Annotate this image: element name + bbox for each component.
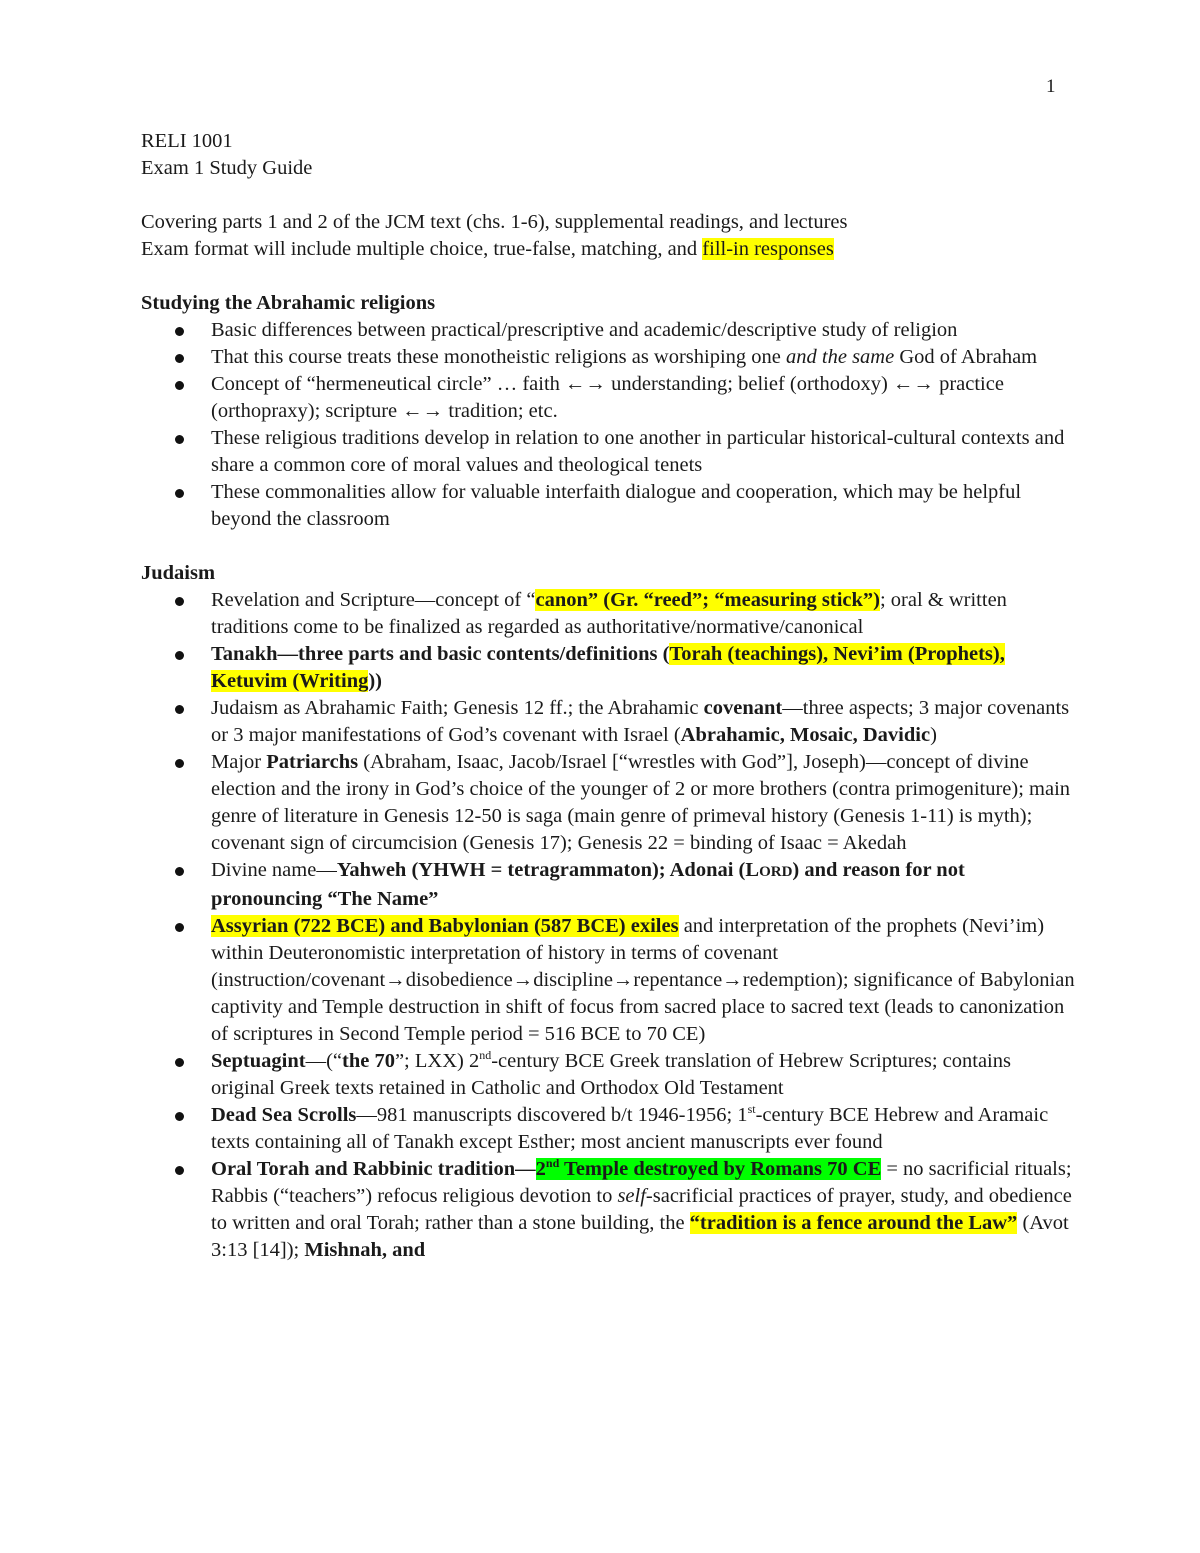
highlight-fill-in: fill-in responses (702, 238, 834, 260)
bold-text: Tanakh—three parts and basic contents/definitions ( (211, 643, 670, 665)
list-item (211, 695, 1076, 749)
highlight-tradition-fence: “tradition is a fence around the Law” (689, 1212, 1018, 1234)
bold-text: Mishnah, and (304, 1239, 426, 1261)
bold-text: Patriarchs (266, 751, 359, 773)
list-item (211, 1102, 1076, 1156)
text-run: = no sacrificial rituals; Rabbis (“teachers”) refocus religious devotion to (211, 1158, 1072, 1207)
list-item (211, 749, 1076, 857)
intro-coverage: Covering parts 1 and 2 of the JCM text (chs. 1-6), supplemental readings, and lectures (141, 211, 848, 233)
list-item (211, 857, 1076, 913)
text-run: ; oral & written traditions come to be finalized as regarded as authoritative/normative/canonical (211, 589, 1007, 638)
bullet-list-abrahamic (141, 317, 1076, 533)
document-body (141, 128, 1076, 1264)
list-item (211, 913, 1076, 1048)
bold-text: Oral Torah and Rabbinic tradition— (211, 1158, 536, 1180)
list-item: These commonalities allow for valuable interfaith dialogue and cooperation, which may be helpful beyond the classroom (211, 479, 1076, 533)
italic-text: self (617, 1185, 646, 1207)
bold-text: )) (368, 670, 382, 692)
bold-text: Septuagint (211, 1050, 306, 1072)
bold-text: ) and reason for not pronouncing “The Name” (211, 859, 965, 910)
italic-text: and the same (786, 346, 895, 368)
text-run: —981 manuscripts discovered b/t 1946-1956; 1 (356, 1104, 748, 1126)
section-heading-abrahamic: Studying the Abrahamic religions (141, 292, 436, 314)
document-title: Exam 1 Study Guide (141, 157, 313, 179)
list-item: These religious traditions develop in relation to one another in particular historical-cultural contexts and share a common core of moral values and theological tenets (211, 425, 1076, 479)
list-item: Basic differences between practical/prescriptive and academic/descriptive study of religion (211, 317, 1076, 344)
section-heading-judaism: Judaism (141, 562, 216, 584)
highlight-temple-destroyed (536, 1158, 882, 1180)
list-item (211, 1048, 1076, 1102)
superscript: st (747, 1102, 756, 1117)
superscript: nd (479, 1048, 492, 1063)
text-run: ”; LXX) 2 (394, 1050, 480, 1072)
list-item (211, 641, 1076, 695)
small-caps-text: ORD (759, 864, 793, 880)
text-run: -sacrificial practices of prayer, study, and obedience to written and oral Torah; rather than a stone building, the (211, 1185, 1072, 1234)
bold-text: Abrahamic, Mosaic, Davidic (680, 724, 931, 746)
highlight-canon: canon” (Gr. “reed”; “measuring stick”) (535, 589, 880, 611)
text-run: God of Abraham (894, 346, 1038, 368)
bold-text: the 70 (342, 1050, 395, 1072)
page-number: 1 (1046, 76, 1056, 97)
highlight-tanakh: Torah (teachings), Nevi’im (Prophets), Ketuvim (Writing (211, 643, 1005, 692)
intro-format-text: Exam format will include multiple choice, true-false, matching, and (141, 238, 703, 260)
list-item (211, 587, 1076, 641)
bullet-list-judaism (141, 587, 1076, 1264)
spacer (141, 182, 1076, 209)
list-item: Concept of “hermeneutical circle” … faith ←→ understanding; belief (orthodoxy) ←→ practice (orthopraxy); scripture ←→ tradition; etc. (211, 371, 1076, 425)
bold-text: Yahweh (YHWH = tetragrammaton); Adonai (L (336, 859, 760, 881)
text-run: Major (211, 751, 267, 773)
text-run: 2 (535, 1158, 546, 1180)
bold-text: Dead Sea Scrolls (211, 1104, 357, 1126)
bold-text: covenant (703, 697, 783, 719)
text-run: Revelation and Scripture—concept of “ (211, 589, 536, 611)
text-run: ) (930, 724, 937, 746)
spacer (141, 533, 1076, 560)
text-run: —three aspects; 3 major covenants or 3 major manifestations of God’s covenant with Israel ( (211, 697, 1070, 746)
text-run: Judaism as Abrahamic Faith; Genesis 12 ff.; the Abrahamic (211, 697, 704, 719)
course-code: RELI 1001 (141, 130, 233, 152)
list-item (211, 1156, 1076, 1264)
superscript: nd (545, 1156, 560, 1171)
text-run: That this course treats these monotheistic religions as worshiping one (211, 346, 787, 368)
highlight-exiles: Assyrian (722 BCE) and Babylonian (587 BCE) exiles (211, 915, 679, 937)
text-run: (Abraham, Isaac, Jacob/Israel [“wrestles with God”], Joseph)—concept of divine election and the irony in God’s choice of the younger of 2 or more brothers (contra primogeniture); main genre of literature in Genesis 12-50 is saga (main genre of primeval history (Genesis 1-11) is myth); covenant sign of circumcision (Genesis 17); Genesis 22 = binding of Isaac = Akedah (211, 751, 1071, 854)
text-run: -century BCE Greek translation of Hebrew Scriptures; contains original Greek texts retained in Catholic and Orthodox Old Testament (211, 1050, 1011, 1099)
spacer (141, 263, 1076, 290)
text-run: Temple destroyed by Romans 70 CE (559, 1158, 882, 1180)
list-item (211, 344, 1076, 371)
intro-format (141, 236, 1076, 263)
text-run: and interpretation of the prophets (Nevi’im) within Deuteronomistic interpretation of history in terms of covenant (instruction/covenant→disobedience→discipline→repentance→redemption); significance of Babylonian captivity and Temple destruction in shift of focus from sacred place to sacred text (leads to canonization of scriptures in Second Temple period = 516 BCE to 70 CE) (211, 915, 1075, 1045)
text-run: (Avot 3:13 [14]); (211, 1212, 1069, 1261)
text-run: -century BCE Hebrew and Aramaic texts containing all of Tanakh except Esther; most ancient manuscripts ever found (211, 1104, 1049, 1153)
text-run: Divine name— (211, 859, 337, 881)
text-run: —(“ (305, 1050, 342, 1072)
